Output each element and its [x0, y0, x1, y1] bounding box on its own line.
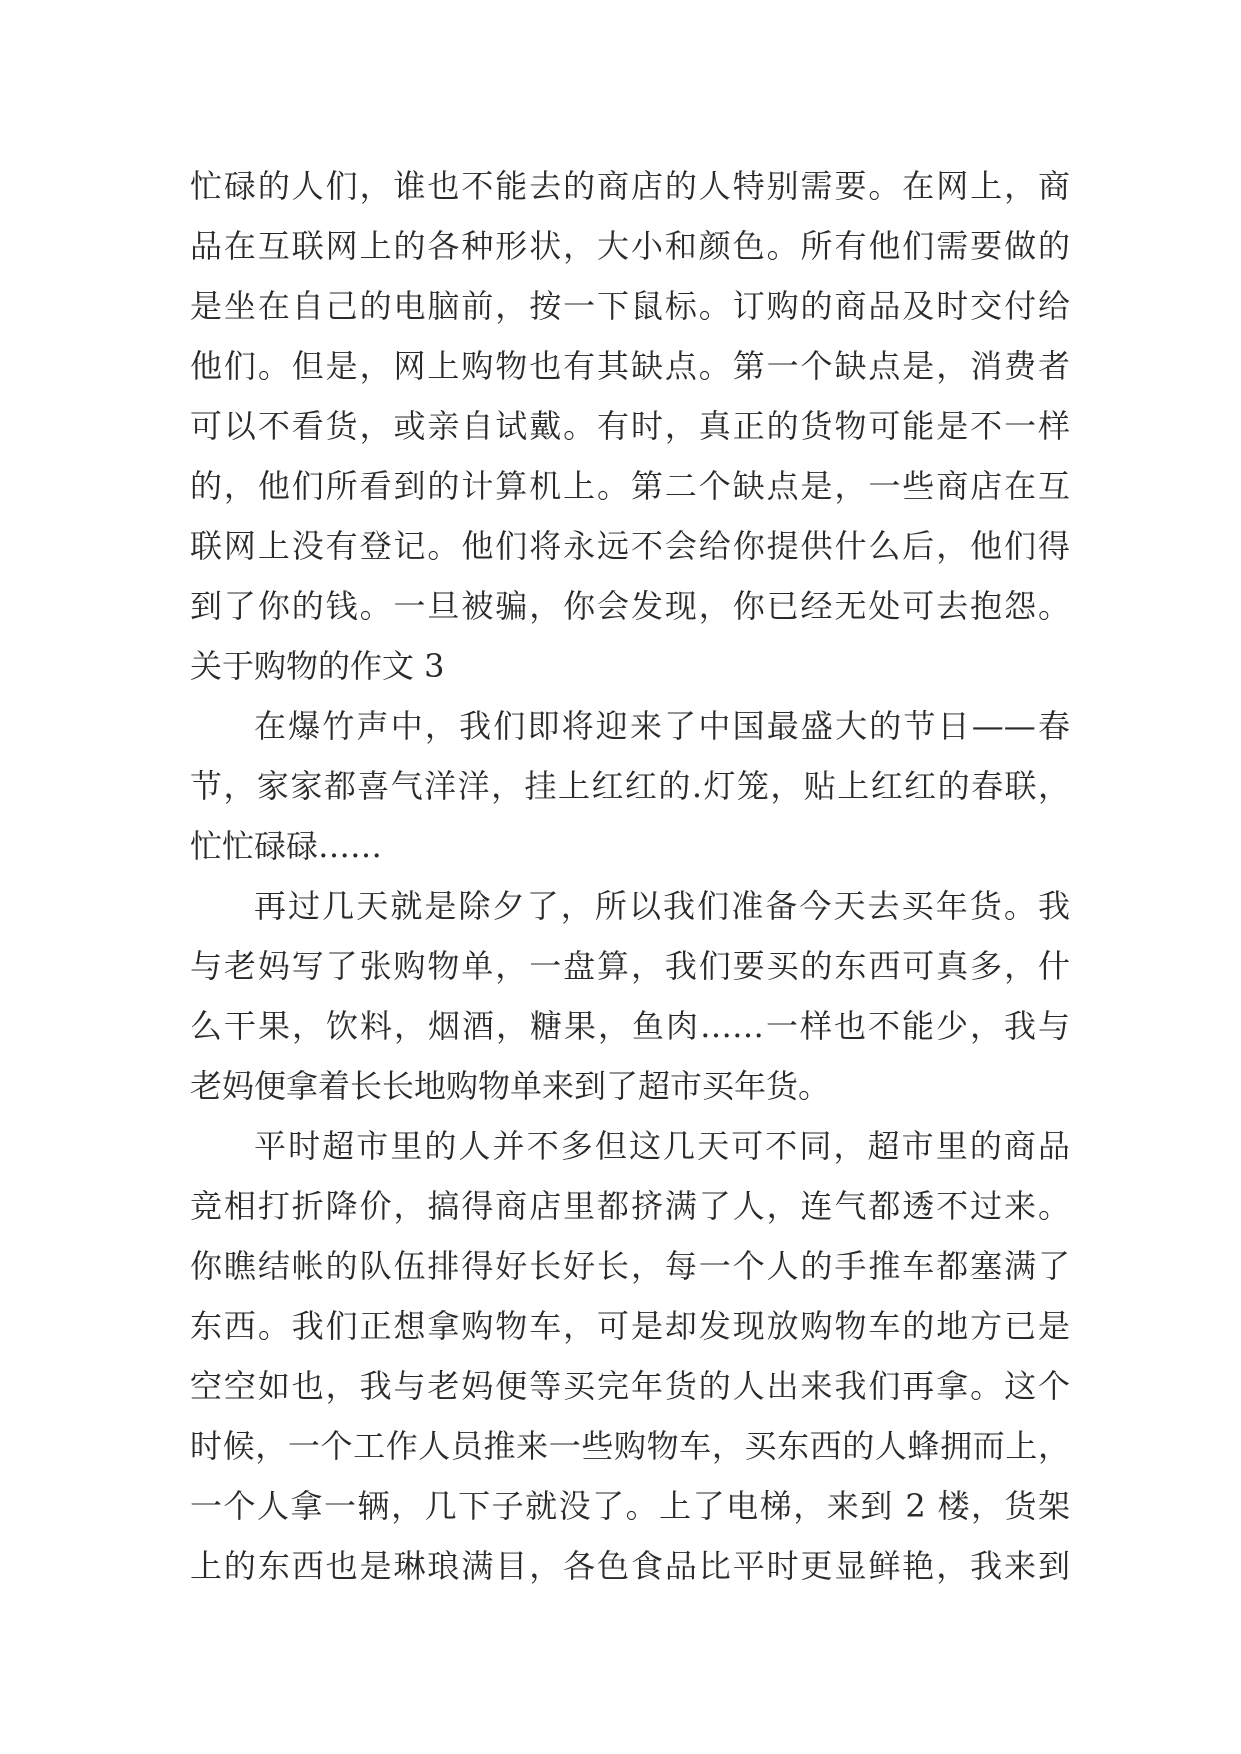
text-line: 的，他们所看到的计算机上。第二个缺点是，一些商店在互 [190, 467, 1070, 505]
text-line: 他们。但是，网上购物也有其缺点。第一个缺点是，消费者 [190, 347, 1070, 385]
paragraph-3 [190, 876, 1070, 1116]
text-line: 再过几天就是除夕了，所以我们准备今天去买年货。我 [254, 887, 1070, 925]
text-line: 一个人拿一辆，几下子就没了。上了电梯，来到 2 楼，货架 [190, 1487, 1070, 1525]
text-line: 空空如也，我与老妈便等买完年货的人出来我们再拿。这个 [190, 1367, 1070, 1405]
text-line: 忙忙碌碌…… [190, 827, 383, 865]
text-line: 时候，一个工作人员推来一些购物车，买东西的人蜂拥而上， [190, 1427, 1070, 1465]
text-line: 与老妈写了张购物单，一盘算，我们要买的东西可真多，什 [190, 947, 1070, 985]
paragraph-4 [190, 1116, 1070, 1596]
text-line: 到了你的钱。一旦被骗，你会发现，你已经无处可去抱怨。 [190, 587, 1070, 625]
text-line: 是坐在自己的电脑前，按一下鼠标。订购的商品及时交付给 [190, 287, 1070, 325]
paragraph-1 [190, 156, 1070, 636]
document-body [190, 156, 1070, 1596]
text-line: 节，家家都喜气洋洋，挂上红红的.灯笼，贴上红红的春联， [190, 767, 1070, 805]
text-line: 联网上没有登记。他们将永远不会给你提供什么后，他们得 [190, 527, 1070, 565]
text-line: 在爆竹声中，我们即将迎来了中国最盛大的节日——春 [254, 707, 1070, 745]
section-heading: 关于购物的作文 3 [190, 647, 445, 685]
text-line: 品在互联网上的各种形状，大小和颜色。所有他们需要做的 [190, 227, 1070, 265]
text-line: 忙碌的人们，谁也不能去的商店的人特别需要。在网上，商 [190, 167, 1070, 205]
text-line: 上的东西也是琳琅满目，各色食品比平时更显鲜艳，我来到 [190, 1547, 1070, 1585]
text-line: 么干果，饮料，烟酒，糖果，鱼肉……一样也不能少，我与 [190, 1007, 1070, 1045]
text-line: 平时超市里的人并不多但这几天可不同，超市里的商品 [254, 1127, 1070, 1165]
text-line: 可以不看货，或亲自试戴。有时，真正的货物可能是不一样 [190, 407, 1070, 445]
text-line: 竞相打折降价，搞得商店里都挤满了人，连气都透不过来。 [190, 1187, 1070, 1225]
text-line: 你瞧结帐的队伍排得好长好长，每一个人的手推车都塞满了 [190, 1247, 1070, 1285]
text-line: 老妈便拿着长长地购物单来到了超市买年货。 [190, 1067, 831, 1105]
text-line: 东西。我们正想拿购物车，可是却发现放购物车的地方已是 [190, 1307, 1070, 1345]
paragraph-2 [190, 696, 1070, 876]
